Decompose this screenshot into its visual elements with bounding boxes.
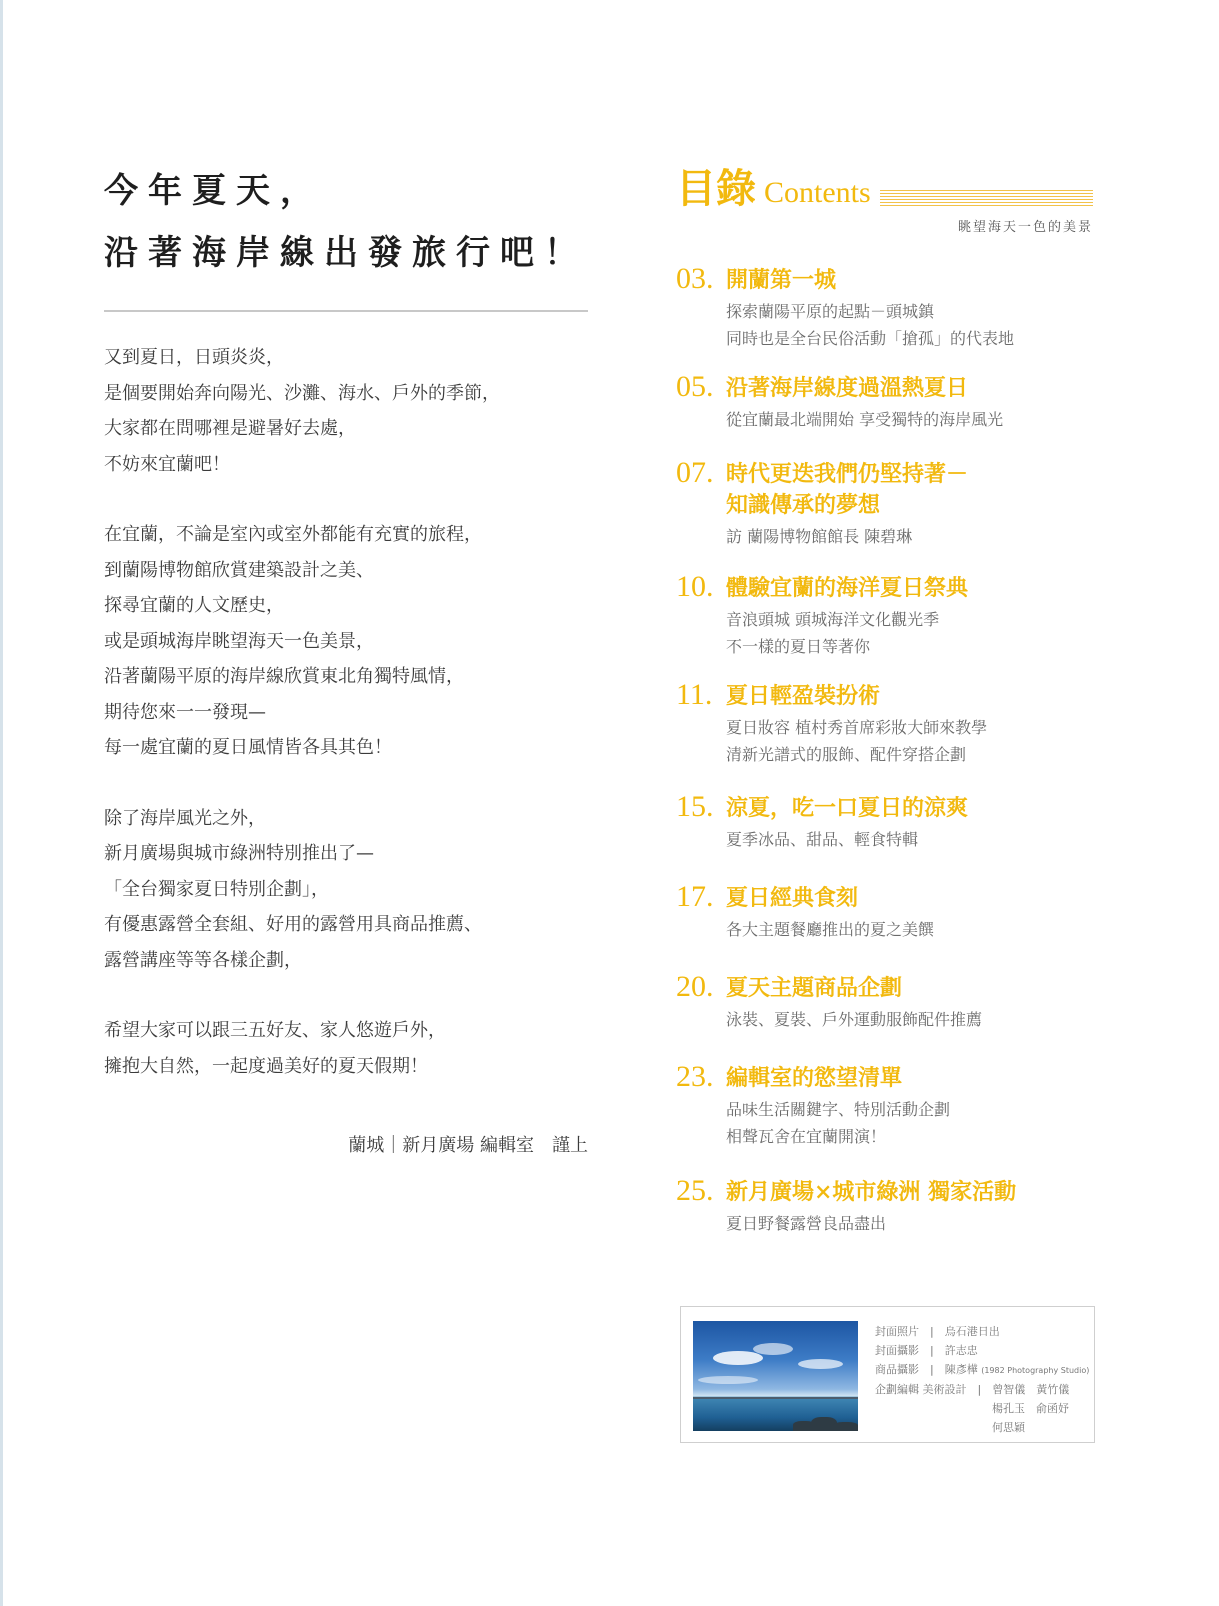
cover-photo-thumbnail	[693, 1321, 858, 1431]
signoff: 蘭城｜新月廣場 編輯室 謹上	[348, 1135, 588, 1156]
toc-entry-title: 沿著海岸線度過溫熱夏日	[726, 375, 969, 401]
page-edge	[0, 0, 3, 1606]
intro-line: 又到夏日，日頭炎炎，	[104, 347, 284, 368]
toc-entry-description: 訪 蘭陽博物館館長 陳碧琳	[726, 527, 913, 546]
credit-box	[680, 1306, 1095, 1443]
toc-entry-description: 夏季冰品、甜品、輕食特輯	[726, 830, 919, 849]
toc-entry-title: 時代更迭我們仍堅持著－	[726, 461, 969, 487]
toc-entry-description: 泳裝、夏裝、戶外運動服飾配件推薦	[726, 1010, 983, 1029]
toc-entry-description: 品味生活關鍵字、特別活動企劃	[726, 1100, 951, 1119]
toc-title-zh: 目錄	[676, 165, 756, 212]
toc-page-number: 15.	[676, 790, 714, 823]
toc-subtitle: 眺望海天一色的美景	[957, 220, 1093, 235]
toc-entry-title: 夏日經典食刻	[726, 885, 859, 911]
intro-line: 探尋宜蘭的人文歷史，	[104, 595, 284, 616]
toc-title-en: Contents	[764, 176, 871, 209]
toc-page-number: 23.	[676, 1060, 714, 1093]
toc-entry-description: 同時也是全台民俗活動「搶孤」的代表地	[726, 329, 1015, 348]
toc-entry-description: 清新光譜式的服飾、配件穿搭企劃	[726, 745, 967, 764]
intro-line: 除了海岸風光之外，	[104, 807, 266, 829]
toc-page-number: 20.	[676, 970, 714, 1003]
intro-body	[104, 340, 594, 1084]
headline	[104, 160, 594, 284]
toc-entry-title: 涼夏，吃一口夏日的涼爽	[726, 795, 969, 821]
intro-line: 不妨來宜蘭吧！	[104, 453, 230, 475]
toc-page-number: 10.	[676, 570, 714, 603]
intro-line: 是個要開始奔向陽光、沙灘、海水、戶外的季節，	[104, 382, 500, 404]
credit-product: 商品攝影 | 陳彥樺 (1982 Photography Studio)	[875, 1363, 1090, 1376]
intro-line: 露營講座等等各樣企劃，	[104, 949, 302, 971]
credit-photo: 封面照片 | 烏石港日出	[875, 1325, 1000, 1338]
credit-design: 企劃編輯 美術設計 | 曾智儀 黃竹儀	[875, 1383, 1070, 1396]
title-stripes	[880, 190, 1093, 206]
toc-entry-title: 編輯室的慾望清單	[726, 1065, 903, 1091]
toc-entry-description: 夏日妝容 植村秀首席彩妝大師來教學	[726, 718, 988, 737]
toc-entry-description: 各大主題餐廳推出的夏之美饌	[726, 920, 935, 939]
intro-line: 大家都在問哪裡是避暑好去處，	[104, 418, 356, 439]
intro-line: 沿著蘭陽平原的海岸線欣賞東北角獨特風情，	[104, 666, 464, 687]
intro-paragraph	[104, 340, 594, 482]
intro-line: 希望大家可以跟三五好友、家人悠遊戶外，	[104, 1020, 446, 1041]
intro-line: 有優惠露營全套組、好用的露營用具商品推薦、	[104, 914, 482, 935]
toc-entry-description: 從宜蘭最北端開始 享受獨特的海岸風光	[726, 410, 1004, 429]
toc-page-number: 17.	[676, 880, 714, 913]
toc-entry-description: 夏日野餐露營良品盡出	[726, 1214, 887, 1233]
headline-line-1: 今年夏天，	[104, 171, 324, 211]
intro-line: 擁抱大自然，一起度過美好的夏天假期！	[104, 1055, 428, 1077]
toc-page-number: 25.	[676, 1174, 714, 1207]
intro-line: 新月廣場與城市綠洲特別推出了—	[104, 843, 374, 864]
toc-entry-description: 音浪頭城 頭城海洋文化觀光季	[726, 610, 940, 629]
toc-entry-description: 探索蘭陽平原的起點－頭城鎮	[726, 302, 935, 321]
intro-line: 在宜蘭，不論是室內或室外都能有充實的旅程，	[104, 524, 482, 545]
intro-line: 每一處宜蘭的夏日風情皆各具其色！	[104, 737, 392, 758]
intro-column	[104, 160, 594, 1119]
headline-line-2: 沿著海岸線出發旅行吧！	[104, 233, 588, 273]
headline-divider	[104, 310, 588, 312]
credit-design-names-3: 何思穎	[992, 1421, 1025, 1434]
intro-line: 「全台獨家夏日特別企劃」，	[104, 878, 329, 900]
toc-page-number: 07.	[676, 456, 714, 489]
intro-paragraph	[104, 1013, 594, 1084]
credit-lines	[875, 1322, 1089, 1437]
intro-paragraph	[104, 801, 594, 979]
toc-entry-title: 知識傳承的夢想	[726, 492, 881, 518]
toc-entry-title: 開蘭第一城	[726, 267, 837, 293]
toc-entry-description: 不一樣的夏日等著你	[726, 637, 871, 656]
toc-page-number: 11.	[676, 678, 713, 711]
credit-design-names-2: 楊孔玉 俞函妤	[992, 1402, 1069, 1415]
intro-line: 或是頭城海岸眺望海天一色美景，	[104, 630, 374, 652]
intro-line: 到蘭陽博物館欣賞建築設計之美、	[104, 559, 374, 581]
toc-entry-description: 相聲瓦舍在宜蘭開演！	[726, 1127, 887, 1146]
intro-paragraph	[104, 517, 594, 766]
intro-line: 期待您來一一發現—	[104, 701, 266, 723]
toc-entry-title: 體驗宜蘭的海洋夏日祭典	[726, 575, 969, 601]
toc-page-number: 03.	[676, 262, 714, 295]
toc-entry-title: 夏天主題商品企劃	[726, 975, 903, 1001]
credit-shoot: 封面攝影 | 許志忠	[875, 1344, 978, 1357]
toc-page-number: 05.	[676, 370, 714, 403]
toc-entry-title: 新月廣場×城市綠洲 獨家活動	[726, 1179, 1017, 1205]
toc-title	[676, 161, 871, 211]
toc-entry-title: 夏日輕盈裝扮術	[726, 683, 881, 709]
